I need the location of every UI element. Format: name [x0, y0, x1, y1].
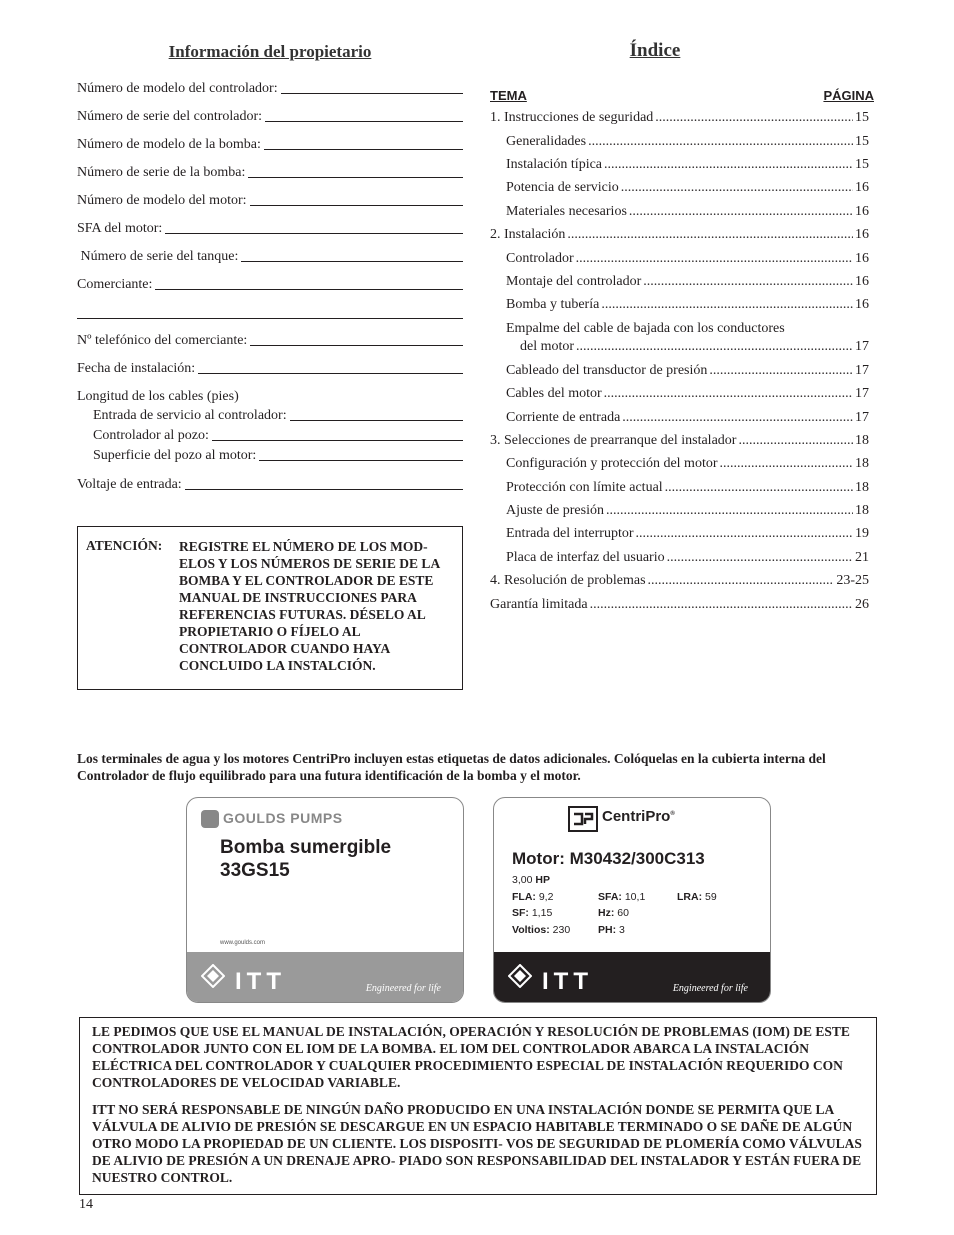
- toc-entry[interactable]: [506, 480, 869, 496]
- index-title: Índice: [629, 40, 681, 61]
- toc-page: 18: [855, 480, 869, 495]
- toc-title: Cableado del transductor de presión: [506, 363, 708, 378]
- fill-line: [259, 459, 463, 461]
- toc-page: 15: [855, 134, 869, 149]
- toc-page: 17: [855, 410, 869, 425]
- owner-field: [93, 428, 463, 444]
- itt-logo-icon: [201, 964, 225, 988]
- toc-page: 18: [855, 433, 869, 448]
- toc-title: 3. Selecciones de prearranque del instalador: [490, 433, 737, 448]
- toc-entry[interactable]: [506, 157, 869, 173]
- field-label: Número de serie de la bomba:: [77, 165, 246, 180]
- toc-entry[interactable]: [490, 573, 869, 589]
- leader-dots: [604, 157, 853, 173]
- index-col-page: PÁGINA: [823, 88, 874, 103]
- sf-value: 1,15: [531, 907, 553, 919]
- toc-page: 16: [855, 251, 869, 266]
- toc-page: 21: [855, 550, 869, 565]
- pump-title-line1: Bomba sumergible: [220, 837, 392, 858]
- fill-line: [77, 318, 463, 319]
- itt-footer: [494, 952, 770, 1002]
- owner-field: [77, 81, 463, 97]
- toc-title: Ajuste de presión: [506, 503, 604, 518]
- owner-info-title: Información del propietario: [168, 42, 372, 61]
- leader-dots: [601, 297, 853, 313]
- leader-dots: [709, 363, 853, 379]
- field-label: SFA del motor:: [77, 221, 163, 236]
- owner-field: [93, 448, 463, 464]
- field-label: Número de modelo de la bomba:: [77, 137, 261, 152]
- field-label: Número de serie del tanque:: [77, 249, 239, 264]
- field-label: Número de modelo del motor:: [77, 193, 247, 208]
- toc-title: Protección con límite actual: [506, 480, 663, 495]
- toc-page: 17: [855, 386, 869, 401]
- field-label: Fecha de instalación:: [77, 361, 196, 376]
- toc-title: Entrada del interruptor: [506, 526, 634, 541]
- sfa-label: SFA:: [598, 891, 622, 903]
- toc-title: 4. Resolución de problemas: [490, 573, 646, 588]
- toc-entry[interactable]: [506, 134, 869, 150]
- itt-brand: ITT: [542, 968, 593, 995]
- toc-page: 17: [855, 363, 869, 378]
- attention-label: ATENCIÓN:: [86, 538, 163, 553]
- goulds-brand: GOULDS PUMPS: [223, 810, 343, 826]
- fill-line: [248, 176, 463, 178]
- itt-logo-icon: [508, 964, 532, 988]
- lra-value: 59: [705, 891, 717, 903]
- fill-line: [250, 204, 463, 206]
- toc-entry[interactable]: [506, 321, 869, 337]
- itt-footer: [187, 952, 463, 1002]
- owner-field: [77, 165, 463, 181]
- toc-entry[interactable]: [506, 363, 869, 379]
- toc-page: 16: [855, 180, 869, 195]
- fla-value: 9,2: [538, 891, 554, 903]
- leader-dots: [720, 456, 854, 472]
- toc-entry[interactable]: [506, 503, 869, 519]
- toc-title: Configuración y protección del motor: [506, 456, 718, 471]
- notice-paragraph-1: LE PEDIMOS QUE USE EL MANUAL DE INSTALACIÓN, OPERACIÓN Y RESOLUCIÓN DE PROBLEMAS (IOM) DE ESTE CONTROLADOR JUNTO CON EL IOM DE LA BOMBA. EL IOM DEL CONTROLADOR ABARCA LA INSTALACIÓN ELÉCTRICA DEL CONTROLADOR Y CUALQUIER PROCEDIMIENTO ESPECIAL DE INSTALACIÓN REQUERIDO CON CONTROLADORES DE VELOCIDAD VARIABLE.: [92, 1024, 850, 1090]
- toc-title: 2. Instalación: [490, 227, 566, 242]
- toc-entry[interactable]: [490, 597, 869, 613]
- spec-hz: [598, 907, 629, 919]
- centripro-logo-icon: [568, 806, 598, 832]
- owner-field: [77, 109, 463, 125]
- leader-dots: [576, 339, 853, 355]
- owner-field: [77, 277, 463, 293]
- toc-page: 15: [855, 110, 869, 125]
- toc-entry[interactable]: [490, 110, 869, 126]
- sfa-value: 10,1: [624, 891, 646, 903]
- owner-field: [77, 137, 463, 153]
- fill-line: [198, 372, 463, 374]
- pump-title: [220, 836, 391, 882]
- leader-dots: [622, 410, 853, 426]
- spec-sfa: [598, 891, 645, 903]
- centripro-brand-text: CentriPro: [602, 808, 671, 825]
- toc-title: Bomba y tubería: [506, 297, 600, 312]
- labels-intro-text: Los terminales de agua y los motores CentriPro incluyen estas etiquetas de datos adicionales. Colóquelas en la cubierta interna del Controlador de flujo equilibrado para una futura identificación de la bomba y el motor.: [77, 751, 826, 783]
- toc-entry[interactable]: [506, 456, 869, 472]
- notice-paragraph-2: ITT NO SERÁ RESPONSABLE DE NINGÚN DAÑO PRODUCIDO EN UNA INSTALACIÓN DONDE SE PERMITA QUE LA VÁLVULA DE ALIVIO DE PRESIÓN SE DESCARGUE EN UN ESPACIO HABITABLE TERMINADO O SE DAÑE DE ALGÚN OTRO MODO LA PROPIEDAD DE UN CLIENTE. LOS DISPOSITI- VOS DE SEGURIDAD DE PLOMERÍA COMO VÁLVULAS DE ALIVIO DE PRESIÓN A UN DRENAJE APRO- PIADO SON RESPONSABILIDAD DEL INSTALADOR Y ESTÁN FUERA DE NUESTRO CONTROL.: [92, 1102, 862, 1185]
- lra-label: LRA:: [677, 891, 703, 903]
- toc-title: Instalación típica: [506, 157, 603, 172]
- attention-text: REGISTRE EL NÚMERO DE LOS MOD- ELOS Y LOS NÚMEROS DE SERIE DE LA BOMBA Y EL CONTROLADOR DE ESTE MANUAL DE INSTRUCCIONES PARA REFERENCIAS FUTURAS. DÉSELO AL PROPIETARIO O FÍJELO AL CONTROLADOR CUANDO HAYA CONCLUIDO LA INSTALCIÓN.: [179, 539, 440, 673]
- leader-dots: [606, 503, 853, 519]
- leader-dots: [665, 480, 853, 496]
- volts-label: Voltios:: [512, 924, 550, 936]
- fill-line: [212, 439, 463, 441]
- toc-entry[interactable]: [490, 433, 869, 449]
- leader-dots: [648, 573, 835, 589]
- leader-dots: [621, 180, 853, 196]
- toc-page: 18: [855, 503, 869, 518]
- toc-title: Garantía limitada: [490, 597, 588, 612]
- toc-title: Potencia de servicio: [506, 180, 619, 195]
- toc-entry[interactable]: [520, 339, 869, 355]
- leader-dots: [636, 526, 853, 542]
- leader-dots: [604, 386, 853, 402]
- field-label: Comerciante:: [77, 277, 153, 292]
- toc-page: 18: [855, 456, 869, 471]
- spec-fla: [512, 891, 553, 903]
- toc-title: Placa de interfaz del usuario: [506, 550, 665, 565]
- centripro-brand: [602, 808, 675, 825]
- tagline: Engineered for life: [365, 983, 441, 994]
- spec-sf: [512, 907, 552, 919]
- toc-entry[interactable]: [506, 204, 869, 220]
- spec-lra: [677, 891, 717, 903]
- toc-page: 16: [855, 204, 869, 219]
- goulds-pump-label: [186, 797, 464, 1003]
- toc-entry[interactable]: [506, 251, 869, 267]
- owner-field: [93, 408, 463, 424]
- toc-entry[interactable]: [506, 550, 869, 566]
- toc-page: 17: [855, 339, 869, 354]
- fill-line: [250, 344, 463, 346]
- owner-field: [77, 361, 463, 377]
- toc-page: 16: [855, 274, 869, 289]
- leader-dots: [567, 227, 853, 243]
- toc-title: Empalme del cable de bajada con los conductores: [506, 321, 785, 336]
- fill-line: [281, 92, 463, 94]
- field-label: Entrada de servicio al controlador:: [93, 408, 287, 423]
- hz-label: Hz:: [598, 907, 615, 919]
- field-label: Nº telefónico del comerciante:: [77, 333, 248, 348]
- toc-entry[interactable]: [506, 526, 869, 542]
- leader-dots: [629, 204, 853, 220]
- toc-title: Generalidades: [506, 134, 587, 149]
- toc-title: Corriente de entrada: [506, 410, 621, 425]
- toc-title: del motor: [520, 339, 575, 354]
- toc-title: 1. Instrucciones de seguridad: [490, 110, 654, 125]
- motor-title: Motor: M30432/300C313: [512, 849, 705, 868]
- hp-label: HP: [535, 874, 550, 886]
- tagline: Engineered for life: [672, 983, 748, 994]
- fill-line: [265, 120, 463, 122]
- toc-page: 19: [855, 526, 869, 541]
- fill-line: [185, 488, 463, 490]
- fill-line: [165, 232, 463, 234]
- ph-value: 3: [619, 924, 625, 936]
- registered-mark: ®: [670, 811, 675, 817]
- owner-field: [77, 477, 463, 493]
- spec-ph: [598, 924, 625, 936]
- toc-page: 16: [855, 227, 869, 242]
- sf-label: SF:: [512, 907, 529, 919]
- leader-dots: [590, 597, 853, 613]
- leader-dots: [655, 110, 853, 126]
- owner-field: [77, 249, 463, 265]
- toc-entry[interactable]: [506, 410, 869, 426]
- spec-volts: [512, 924, 570, 936]
- hz-value: 60: [617, 907, 629, 919]
- owner-field: [77, 221, 463, 237]
- toc-title: Materiales necesarios: [506, 204, 627, 219]
- cable-length-heading: Longitud de los cables (pies): [77, 389, 239, 404]
- field-label: Número de serie del controlador:: [77, 109, 263, 124]
- spec-hp: [512, 874, 550, 886]
- fill-line: [155, 288, 463, 290]
- toc-entry[interactable]: [506, 180, 869, 196]
- field-label: Número de modelo del controlador:: [77, 81, 278, 96]
- index-col-topic: TEMA: [490, 88, 527, 103]
- itt-brand: ITT: [235, 968, 286, 995]
- fill-line: [264, 148, 463, 150]
- centripro-motor-label: [493, 797, 771, 1003]
- owner-field: [77, 193, 463, 209]
- page-number: 14: [79, 1197, 93, 1212]
- volts-value: 230: [552, 924, 571, 936]
- fill-line: [241, 260, 463, 262]
- fla-label: FLA:: [512, 891, 536, 903]
- toc-entry[interactable]: [506, 386, 869, 402]
- toc-page: 23-25: [836, 573, 869, 588]
- toc-entry[interactable]: [506, 297, 869, 313]
- toc-title: Montaje del controlador: [506, 274, 642, 289]
- goulds-website: www.goulds.com: [220, 940, 266, 946]
- toc-page: 16: [855, 297, 869, 312]
- leader-dots: [643, 274, 853, 290]
- ph-label: PH:: [598, 924, 617, 936]
- pump-title-line2: 33GS15: [220, 860, 290, 881]
- toc-entry[interactable]: [506, 274, 869, 290]
- toc-page: 26: [855, 597, 869, 612]
- leader-dots: [667, 550, 853, 566]
- toc-page: 15: [855, 157, 869, 172]
- fill-line: [290, 419, 463, 421]
- owner-field: [77, 333, 463, 349]
- leader-dots: [738, 433, 853, 449]
- leader-dots: [576, 251, 853, 267]
- goulds-logo-icon: [201, 810, 219, 828]
- field-label: Controlador al pozo:: [93, 428, 209, 443]
- leader-dots: [588, 134, 853, 150]
- field-label: Voltaje de entrada:: [77, 477, 182, 492]
- toc-title: Controlador: [506, 251, 574, 266]
- field-label: Superficie del pozo al motor:: [93, 448, 257, 463]
- toc-entry[interactable]: [490, 227, 869, 243]
- hp-value: 3,00: [512, 874, 533, 886]
- toc-title: Cables del motor: [506, 386, 602, 401]
